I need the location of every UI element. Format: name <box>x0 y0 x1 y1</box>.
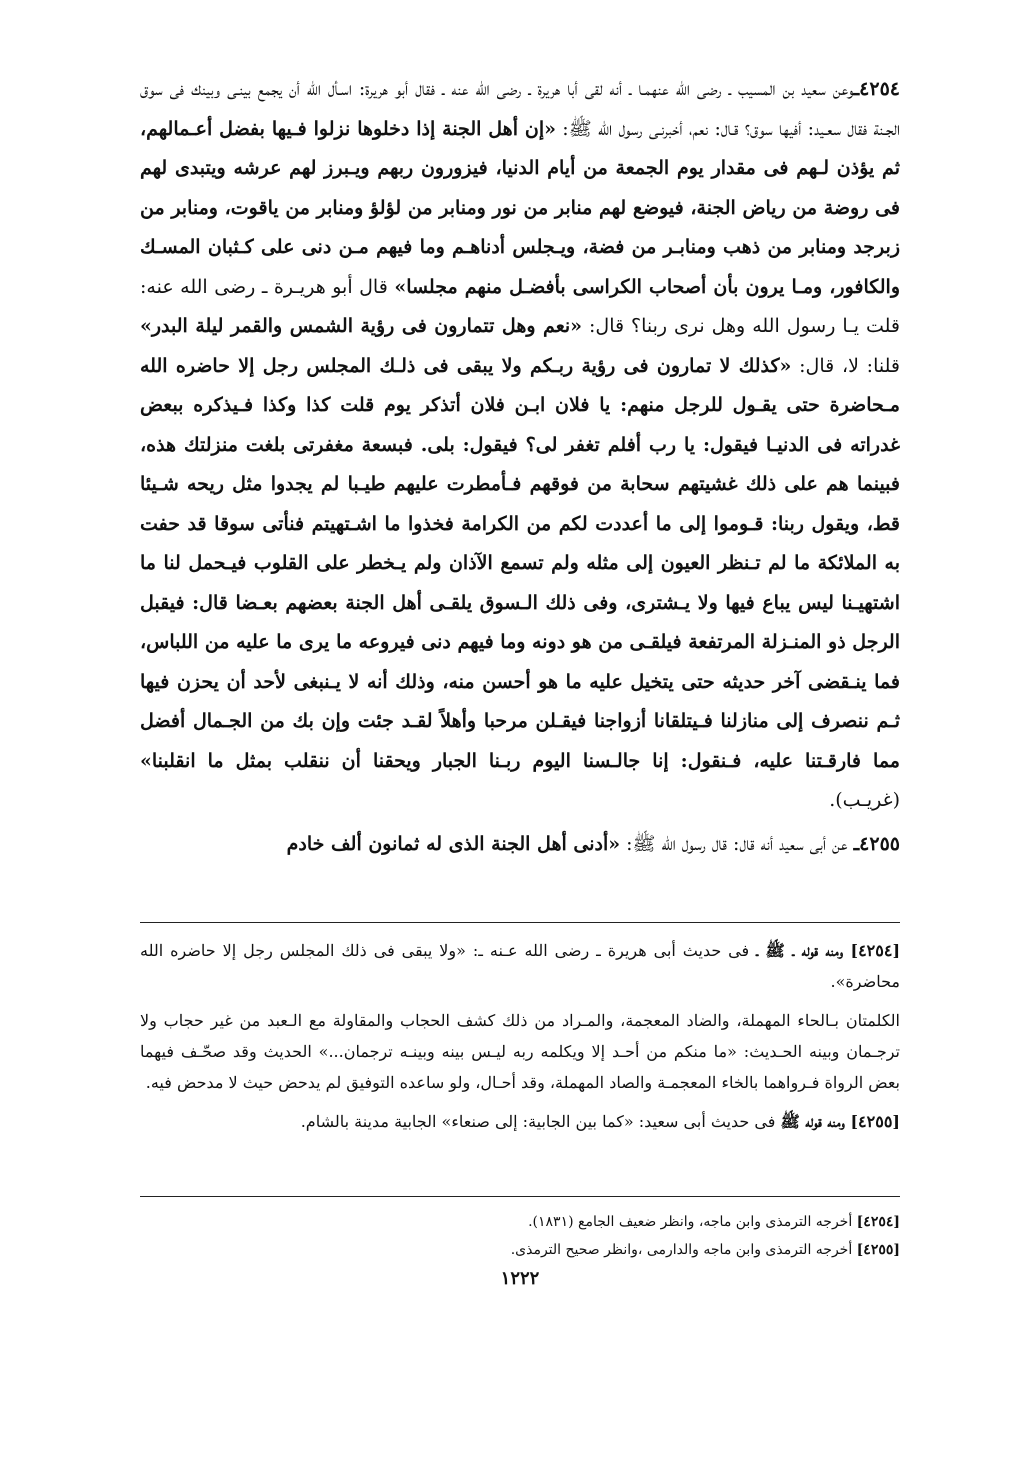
footnote-4254-text: أخرجه الترمذى وابن ماجه، وانظر ضعيف الجامع (١٨٣١). <box>528 1214 857 1230</box>
commentary-4254-text: فى حديث أبى هريرة ـ رضى الله عـنه ـ: «ولا يبقى فى ذلك المجلس رجل إلا حاضره الله محاضرة». <box>140 941 900 991</box>
footnotes <box>430 1208 900 1264</box>
commentary-divider <box>140 922 900 923</box>
page-number: ١٢٢٢ <box>500 1268 540 1289</box>
commentary-4255 <box>140 1106 900 1137</box>
hadith-4254-quote-2: «نعم وهل تتمارون فى رؤية الشمس والقمر ليلة البدر» <box>140 315 583 337</box>
commentary-4254-tag: [٤٢٥٤] ومنه قوله ـ ﷺ ـ <box>756 941 901 960</box>
hadith-marker: ـ <box>853 832 860 855</box>
hadith-4254-quote-3: «كذلك لا تمارون فى رؤية ربـكم ولا يبقى فى ذلـك المجلس رجل إلا حاضره الله مـحاضرة حتى يقـول للرجل منهم: يا فلان ابـن فلان أتذكر يوم قلت كذا وكذا فـيذكره ببعض غدراته فى الدنيـا فيقول: يا رب أفلم تغفر لى؟ فيقول: بلى. فبسعة مغفرتى بلغت منزلتك هذه، فبينما هم على ذلك غشيتهم سحابة من فوقهم فـأمطرت عليهم طيـبا لم يجدوا مثل ريحه شـيئا قط، ويقول ربنا: قـوموا إلى ما أعددت لكم من الكرامة فخذوا ما اشـتهيتم فنأتى سوقا قد حفت به الملائكة ما لم تـنظر العيون إلى مثله ولم تسمع الآذان ولم يـخطر على القلوب فيـحمل لنا ما اشتهيـنا ليس يباع فيها ولا يـشترى، وفى ذلك الـسوق يلقـى أهل الجنة بعضهم بعـضا قال: فيقبل الرجل ذو المنـزلة المرتفعة فيلقـى من هو دونه وما فيهم دنى فيروعه ما يرى ما عليه من اللباس، فما ينـقضى آخر حديثه حتى يتخيل عليه ما هو أحسن منه، وذلك أنه لا يـنبغى لأحد أن يحزن فيها ثـم ننصرف إلى منازلنا فـيتلقانا أزواجنا فيقـلن مرحبا وأهلاً لقـد جئت وإن بك من الجـمال أفضل مما فارقـتنا عليه، فـنقول: إنا جالـسنا اليوم ربـنا الجبار ويحقنا أن ننقلب بمثل ما انقلبنا» <box>140 354 900 772</box>
hadith-4255-intro: عن أبى سعيد أنه قال: قال رسول الله ﷺ: <box>620 832 854 855</box>
footnote-4255-tag: [٤٢٥٥] <box>856 1242 900 1258</box>
hadith-number-4255: ٤٢٥٥ <box>859 832 900 855</box>
hadith-4254-intro: وعن سعيد بن المسيب ـ رضى الله عنهمـا ـ أنه لقى أبا هريرة ـ رضى الله عنه ـ فقال أبو هريرة: اسـأل الله أن يجمع بينـى وبينك فى سوق الجـنة فقال سعـيد: أفيها سوق؟ قـال: نعم، أخبرنـى رسول الله ﷺ: <box>140 78 901 140</box>
hadith-4254-narration-3: قلنا: لا، قال: <box>791 354 900 377</box>
footnote-4255-text: أخرجه الترمذى وابن ماجه والدارمى ،وانظر صحيح الترمذى. <box>510 1242 857 1258</box>
commentary-4255-tag: [٤٢٥٥] ومنه قوله ﷺ <box>780 1112 900 1131</box>
footnote-4254 <box>430 1208 900 1236</box>
commentary-4255-text: فى حديث أبى سعيد: «كما بين الجابية: إلى صنعاء» الجابية مدينة بالشام. <box>300 1112 781 1131</box>
hadith-4254-grade: (غريـب). <box>829 789 900 811</box>
footnote-4255 <box>430 1236 900 1264</box>
hadith-number-4254: ٤٢٥٤ <box>859 78 900 100</box>
hadith-4255-quote: «أدنى أهل الجنة الذى له ثمانون ألف خادم <box>286 832 621 855</box>
commentary-section <box>140 935 900 1145</box>
hadith-4254-narration-2: قال أبو هريـرة ـ رضى الله عنه: قلت يـا رسول الله وهل نرى ربنا؟ قال: <box>140 275 900 337</box>
commentary-4254 <box>140 935 900 997</box>
footnote-4254-tag: [٤٢٥٤] <box>856 1214 900 1230</box>
commentary-explanation: الكلمتان بـالحاء المهملة، والضاد المعجمة، والمـراد من ذلك كشف الحجاب والمقاولة مع الـعبد من غير حجاب ولا ترجـمان وبينه الحـديث: «ما منكم من أحـد إلا ويكلمه ربه ليـس بينه وبينـه ترجمان...» الحديث وقد صحّـف فيهما بعض الرواة فـرواهما بالخاء المعجمـة والصاد المهملة، وقد أحـال، ولو ساعده التوفيق لم يدحض حيث لا مدحض فيه. <box>140 1011 900 1092</box>
hadith-4254-quote-1: «إن أهل الجنة إذا دخلوها نزلوا فـيها بفضل أعـمالهم، ثم يؤذن لـهم فى مقدار يوم الجمعة من أيام الدنيا، فيزورون ربهم ويـبرز لهم عرشه ويتبدى لهم فى روضة من رياض الجنة، فيوضع لهم منابر من نور ومنابر من لؤلؤ ومنابر من ياقوت، ومنابر من زبرجد ومنابر من ذهب ومنابـر من فضة، ويـجلس أدناهـم وما فيهم مـن دنى على كـثبان المسـك والكافور، ومـا يرون بأن أصحاب الكراسى بأفضـل منهم مجلسا» <box>140 117 900 298</box>
hadith-4254 <box>140 70 900 821</box>
main-text <box>140 70 900 864</box>
hadith-marker: ـ <box>853 78 860 100</box>
hadith-4255 <box>140 825 900 865</box>
footnote-divider <box>140 1196 900 1197</box>
